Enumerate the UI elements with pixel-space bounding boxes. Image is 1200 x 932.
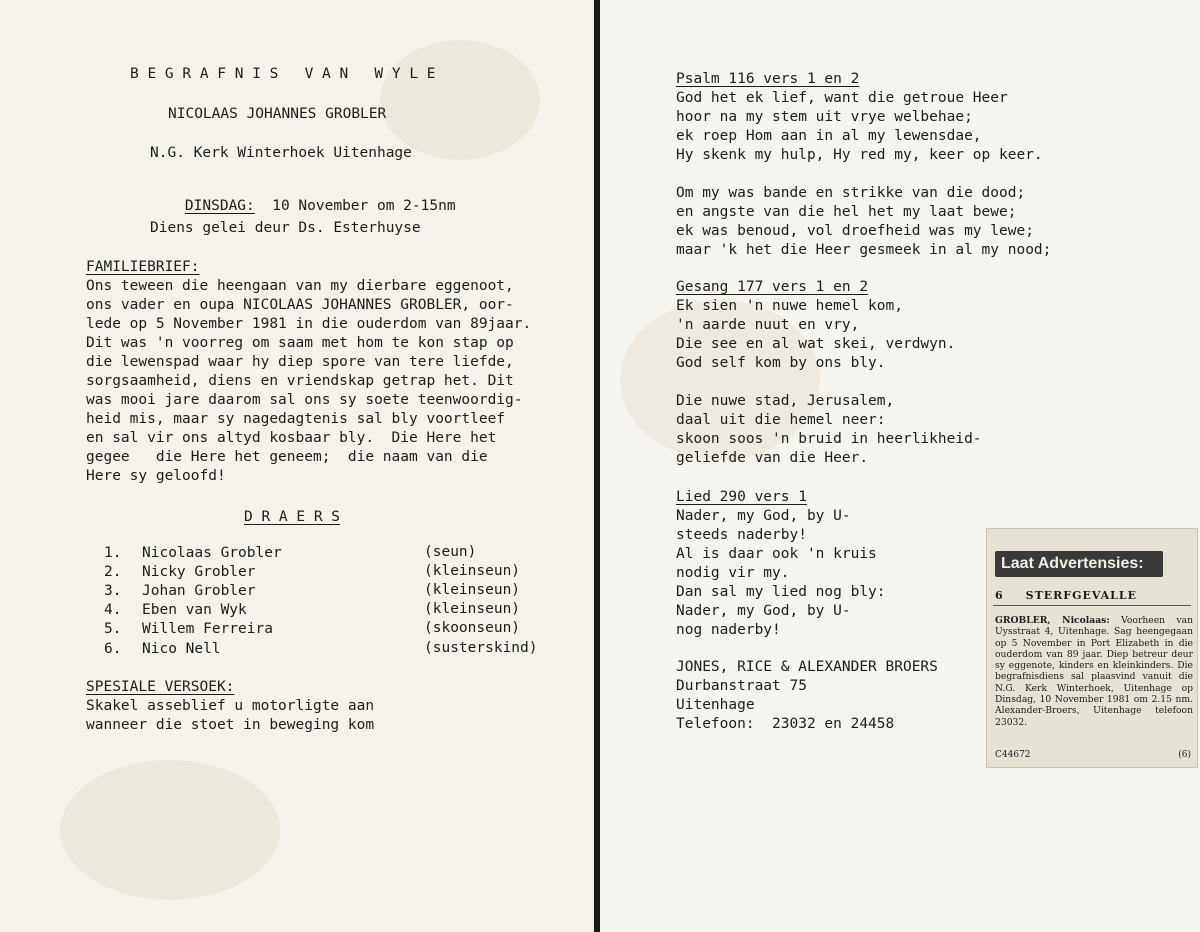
psalm-text xyxy=(676,89,1051,260)
bearer-relation: (kleinseun) xyxy=(424,601,521,617)
special-request-heading: SPESIALE VERSOEK: xyxy=(86,679,235,695)
psalm-heading: Psalm 116 vers 1 en 2 xyxy=(676,71,860,87)
clipping-section-title: STERFGEVALLE xyxy=(1025,589,1137,602)
left-page xyxy=(0,0,594,932)
clipping-footer xyxy=(995,750,1191,760)
special-request-line: wanneer die stoet in beweging kom xyxy=(86,717,375,733)
gesang-line: God self kom by ons bly. xyxy=(676,355,886,371)
family-line: die lewenspad waar hy diep spore van tere liefde, xyxy=(86,354,514,370)
right-page xyxy=(600,0,1200,932)
clipping-divider xyxy=(993,605,1191,606)
clipping-body: Voorheen van Uysstraat 4, Uitenhage. Sag heengegaan op 5 November in Port Elizabeth in die ouderdom van 89 jaar. Diep betreur deur sy eggenote, kinders en kleinkinders. Die begrafnisdiens sal plaasvind vanuit die N.G. Kerk Winterhoek, Uitenhage op Dinsdag, 10 November 1981 om 2.15 nm. Alexander-Broers, Uitenhage telefoon 23032. xyxy=(995,615,1193,728)
bearer-number: 4. xyxy=(104,602,122,618)
service-leader: Diens gelei deur Ds. Esterhuyse xyxy=(150,220,421,236)
lied-text xyxy=(676,507,886,640)
family-letter-heading: FAMILIEBRIEF: xyxy=(86,259,200,275)
gesang-text xyxy=(676,297,982,468)
gesang-line: Ek sien 'n nuwe hemel kom, xyxy=(676,298,903,314)
clipping-section-heading xyxy=(995,589,1190,602)
gesang-line: skoon soos 'n bruid in heerlikheid- xyxy=(676,431,982,447)
gesang-line: geliefde van die Heer. xyxy=(676,450,869,466)
psalm-line: God het ek lief, want die getroue Heer xyxy=(676,90,1008,106)
bearer-relation: (kleinseun) xyxy=(424,582,521,598)
clipping-footer-number: (6) xyxy=(1178,750,1191,760)
family-line: en sal vir ons altyd kosbaar bly. Die Here het xyxy=(86,430,497,446)
bearer-relation: (kleinseun) xyxy=(424,563,521,579)
family-line: Dit was 'n voorreg om saam met hom te kon stap op xyxy=(86,335,514,351)
family-line: heid mis, maar sy nagedagtenis sal bly voortleef xyxy=(86,411,506,427)
bearer-name: Willem Ferreira xyxy=(142,621,273,637)
gesang-line xyxy=(676,373,982,392)
newspaper-clipping xyxy=(986,528,1198,768)
undertaker-line: Uitenhage xyxy=(676,697,755,713)
bearer-relation: (seun) xyxy=(424,544,477,560)
lied-line: nodig vir my. xyxy=(676,565,790,581)
bearer-number: 1. xyxy=(104,545,122,561)
lied-line: steeds naderby! xyxy=(676,527,807,543)
special-request-line: Skakel asseblief u motorligte aan xyxy=(86,698,375,714)
family-line: gegee die Here het geneem; die naam van die xyxy=(86,449,488,465)
family-line: Here sy geloofd! xyxy=(86,468,226,484)
gesang-line: daal uit die hemel neer: xyxy=(676,412,886,428)
clipping-notice xyxy=(995,615,1193,728)
deceased-name: NICOLAAS JOHANNES GROBLER xyxy=(168,106,387,122)
family-line: ons vader en oupa NICOLAAS JOHANNES GROBLER, oor- xyxy=(86,297,514,313)
undertaker-line: JONES, RICE & ALEXANDER BROERS xyxy=(676,659,938,675)
family-line: Ons teween die heengaan van my dierbare eggenoot, xyxy=(86,278,514,294)
bearer-name: Nicky Grobler xyxy=(142,564,256,580)
paper-stain xyxy=(380,40,540,160)
psalm-line: maar 'k het die Heer gesmeek in al my nood; xyxy=(676,242,1052,258)
psalm-line: ek roep Hom aan in al my lewensdae, xyxy=(676,128,982,144)
bearers-heading: D R A E R S xyxy=(244,509,341,525)
bearer-number: 5. xyxy=(104,621,122,637)
psalm-line: en angste van die hel het my laat bewe; xyxy=(676,204,1017,220)
bearer-number: 2. xyxy=(104,564,122,580)
psalm-line xyxy=(676,165,1051,184)
church-name: N.G. Kerk Winterhoek Uitenhage xyxy=(150,145,412,161)
undertaker-block xyxy=(676,658,938,734)
psalm-line: Om my was bande en strikke van die dood; xyxy=(676,185,1026,201)
bearer-relation: (susterskind) xyxy=(424,640,538,656)
bearer-relation: (skoonseun) xyxy=(424,620,521,636)
paper-stain xyxy=(60,760,280,900)
gesang-line: 'n aarde nuut en vry, xyxy=(676,317,860,333)
lied-heading: Lied 290 vers 1 xyxy=(676,489,807,505)
psalm-line: ek was benoud, vol droefheid was my lewe; xyxy=(676,223,1034,239)
date-value: 10 November om 2-15nm xyxy=(272,198,456,214)
bearer-name: Johan Grobler xyxy=(142,583,256,599)
document-title: B E G R A F N I S V A N W Y L E xyxy=(130,66,436,82)
family-line: lede op 5 November 1981 in die ouderdom van 89jaar. xyxy=(86,316,532,332)
psalm-line: hoor na my stem uit vrye welbehae; xyxy=(676,109,973,125)
undertaker-line: Telefoon: 23032 en 24458 xyxy=(676,716,895,732)
bearer-number: 6. xyxy=(104,641,122,657)
lied-line: Nader, my God, by U- xyxy=(676,508,851,524)
family-letter xyxy=(86,277,531,486)
bearer-name: Eben van Wyk xyxy=(142,602,247,618)
clipping-deceased-name: GROBLER, Nicolaas: xyxy=(995,615,1110,626)
gesang-heading: Gesang 177 vers 1 en 2 xyxy=(676,279,869,295)
lied-line: Al is daar ook 'n kruis xyxy=(676,546,877,562)
clipping-banner: Laat Advertensies: xyxy=(995,551,1163,577)
bearer-name: Nico Nell xyxy=(142,641,221,657)
family-line: was mooi jare daarom sal ons sy soete teenwoordig- xyxy=(86,392,523,408)
lied-line: nog naderby! xyxy=(676,622,781,638)
undertaker-line: Durbanstraat 75 xyxy=(676,678,807,694)
clipping-ref: C44672 xyxy=(995,750,1031,760)
bearer-number: 3. xyxy=(104,583,122,599)
gesang-line: Die see en al wat skei, verdwyn. xyxy=(676,336,956,352)
lied-line: Dan sal my lied nog bly: xyxy=(676,584,886,600)
date-label: DINSDAG: xyxy=(184,198,255,214)
family-line: sorgsaamheid, diens en vriendskap getrap het. Dit xyxy=(86,373,514,389)
bearer-name: Nicolaas Grobler xyxy=(142,545,282,561)
gesang-line: Die nuwe stad, Jerusalem, xyxy=(676,393,895,409)
psalm-line: Hy skenk my hulp, Hy red my, keer op keer. xyxy=(676,147,1043,163)
lied-line: Nader, my God, by U- xyxy=(676,603,851,619)
clipping-section-number: 6 xyxy=(995,589,1004,602)
